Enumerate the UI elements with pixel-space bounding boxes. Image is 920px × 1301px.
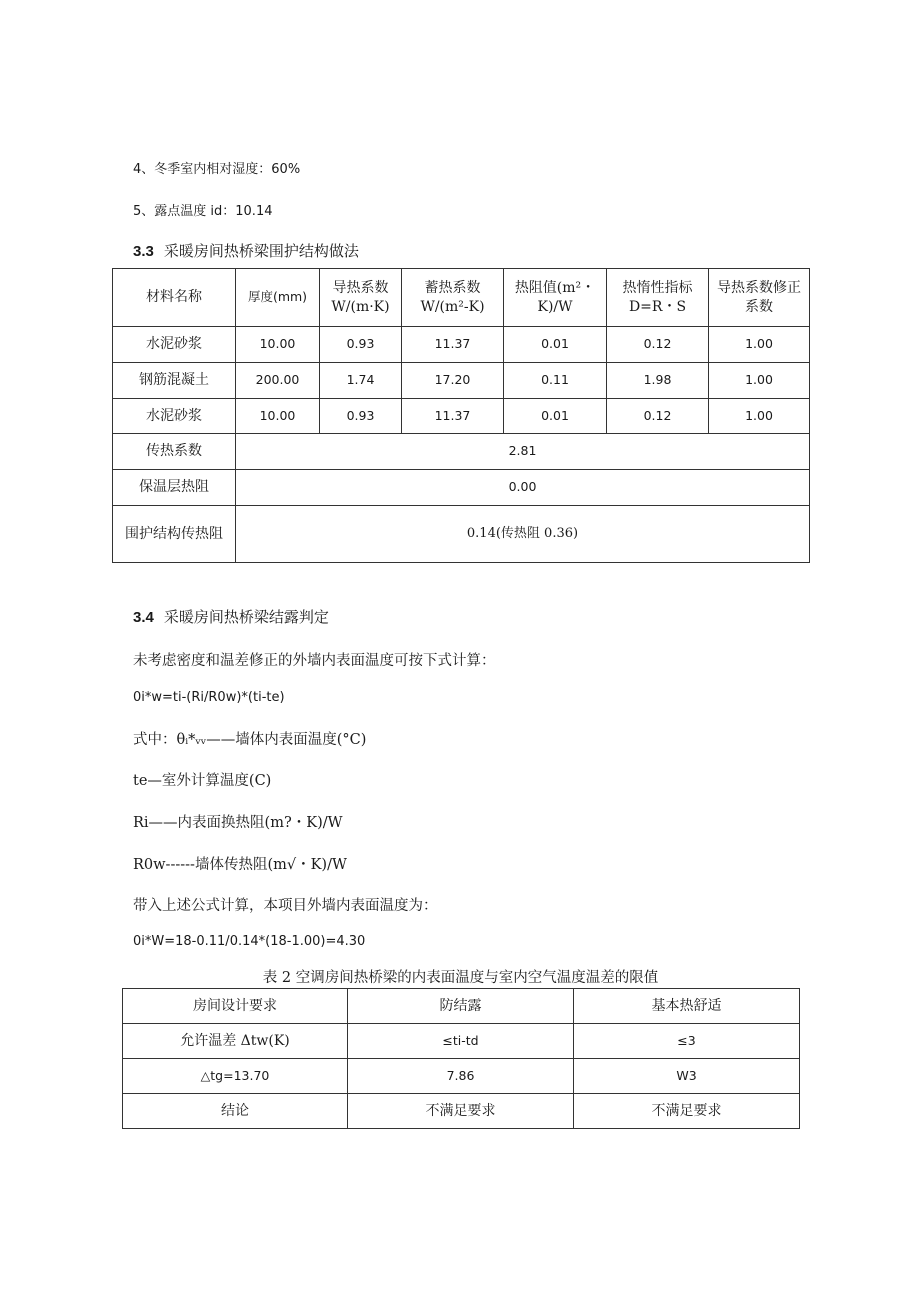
result-formula: 0i*W=18-0.11/0.14*(18-1.00)=4.30 xyxy=(133,934,366,949)
r0w-definition: R0w------墙体传热阻(m√・K)/W xyxy=(133,857,347,873)
table-row xyxy=(123,1094,800,1129)
header-cell: 防结露 xyxy=(348,989,574,1024)
table-row xyxy=(123,1024,800,1059)
table-header-row xyxy=(123,989,800,1024)
table-cell: 不满足要求 xyxy=(348,1094,574,1129)
summary-value: 2.81 xyxy=(236,434,810,470)
header-cell: 厚度(mm) xyxy=(236,269,320,327)
section-number: 3.4 xyxy=(133,609,154,626)
header-cell: 热惰性指标D=R・S xyxy=(607,269,709,327)
ri-definition: Ri——内表面换热阻(m?・K)/W xyxy=(133,815,343,831)
table-cell: 0.11 xyxy=(504,363,607,399)
table-cell: 17.20 xyxy=(402,363,504,399)
table-cell: 1.98 xyxy=(607,363,709,399)
table-cell: 0.01 xyxy=(504,399,607,434)
table-row xyxy=(123,1059,800,1094)
table-row xyxy=(113,363,810,399)
summary-label: 围护结构传热阻 xyxy=(113,506,236,563)
humidity-line: 4、冬季室内相对湿度：60% xyxy=(133,162,301,177)
table-cell: ≤ti-td xyxy=(348,1024,574,1059)
table-2-caption: 表 2 空调房间热桥梁的内表面温度与室内空气温度温差的限值 xyxy=(262,970,659,986)
header-cell: 热阻值(m²・K)/W xyxy=(504,269,607,327)
table-cell: △tg=13.70 xyxy=(123,1059,348,1094)
table-cell: 1.74 xyxy=(320,363,402,399)
table-cell: 10.00 xyxy=(236,327,320,363)
summary-label: 保温层热阻 xyxy=(113,470,236,506)
table-cell: 0.93 xyxy=(320,399,402,434)
formula-where: 式中：θᵢ*ᵥᵥ——墙体内表面温度(°C) xyxy=(133,732,367,748)
table-cell: 0.12 xyxy=(607,327,709,363)
table-cell: 钢筋混凝土 xyxy=(113,363,236,399)
table-cell: 0.01 xyxy=(504,327,607,363)
section-title: 采暖房间热桥梁围护结构做法 xyxy=(163,242,359,260)
table-cell: 水泥砂浆 xyxy=(113,399,236,434)
header-cell: 基本热舒适 xyxy=(574,989,800,1024)
table-row xyxy=(113,327,810,363)
table-cell: 1.00 xyxy=(709,399,810,434)
table-cell: 结论 xyxy=(123,1094,348,1129)
header-cell: 材料名称 xyxy=(113,269,236,327)
table-cell: 200.00 xyxy=(236,363,320,399)
table-cell: W3 xyxy=(574,1059,800,1094)
table-cell: 不满足要求 xyxy=(574,1094,800,1129)
table-cell: 水泥砂浆 xyxy=(113,327,236,363)
table-cell: 允许温差 Δtw(K) xyxy=(123,1024,348,1059)
summary-row-envelope-resistance xyxy=(113,506,810,563)
apply-text: 带入上述公式计算，本项目外墙内表面温度为： xyxy=(133,898,438,914)
dew-point-line: 5、露点温度 id：10.14 xyxy=(133,204,273,219)
table-cell: 11.37 xyxy=(402,399,504,434)
intro-text: 未考虑密度和温差修正的外墙内表面温度可按下式计算： xyxy=(133,653,496,669)
header-cell: 房间设计要求 xyxy=(123,989,348,1024)
section-number: 3.3 xyxy=(133,243,154,260)
table-cell: 11.37 xyxy=(402,327,504,363)
table-cell: ≤3 xyxy=(574,1024,800,1059)
summary-value: 0.14(传热阻 0.36) xyxy=(236,506,810,563)
summary-row-insulation-resistance xyxy=(113,470,810,506)
te-definition: te—室外计算温度(C) xyxy=(133,773,272,789)
table-cell: 1.00 xyxy=(709,327,810,363)
formula: 0i*w=ti-(Ri/R0w)*(ti-te) xyxy=(133,690,285,705)
section-title: 采暖房间热桥梁结露判定 xyxy=(163,608,329,626)
summary-row-heat-transfer-coefficient xyxy=(113,434,810,470)
header-cell: 导热系数W/(m·K) xyxy=(320,269,402,327)
table-row xyxy=(113,399,810,434)
summary-value: 0.00 xyxy=(236,470,810,506)
section-3-4-heading xyxy=(133,606,329,627)
table-cell: 0.93 xyxy=(320,327,402,363)
envelope-structure-table xyxy=(112,268,810,563)
table-header-row xyxy=(113,269,810,327)
table-cell: 0.12 xyxy=(607,399,709,434)
table-cell: 10.00 xyxy=(236,399,320,434)
header-cell: 蓄热系数W/(m²-K) xyxy=(402,269,504,327)
temperature-difference-table xyxy=(122,988,800,1129)
table-cell: 1.00 xyxy=(709,363,810,399)
header-cell: 导热系数修正系数 xyxy=(709,269,810,327)
section-3-3-heading xyxy=(133,240,359,261)
table-cell: 7.86 xyxy=(348,1059,574,1094)
summary-label: 传热系数 xyxy=(113,434,236,470)
